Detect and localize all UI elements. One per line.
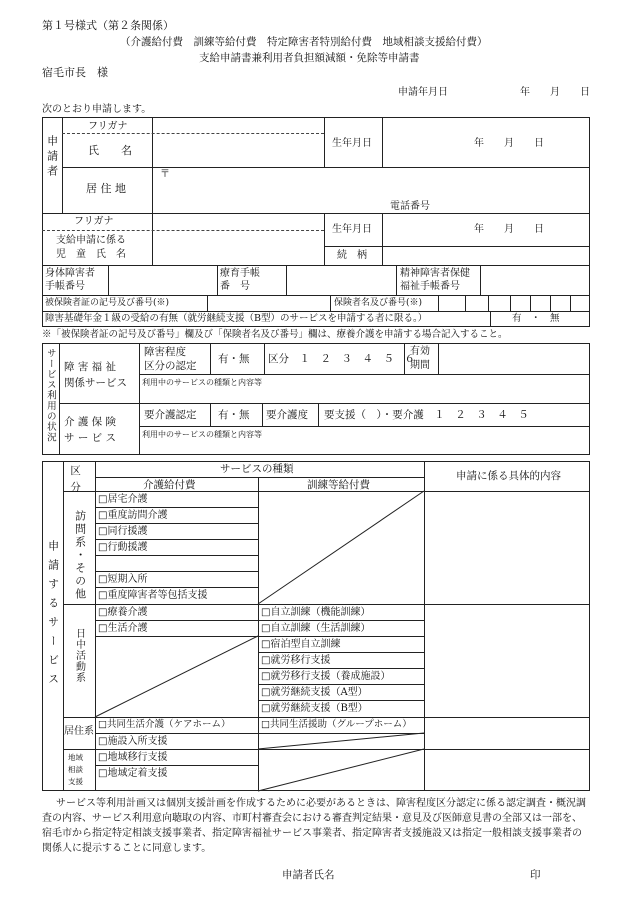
form-number: 第１号様式（第２条関係）	[42, 19, 174, 32]
applicant-side-label: 申請者	[45, 135, 59, 180]
res-kaigo-item[interactable]: □共同生活介護（ケアホーム）	[98, 719, 231, 730]
welfare-using-label: 利用中のサービスの種類と内容等	[142, 378, 262, 387]
form-subtitle: （介護給付費 訓練等給付費 特定障害者特別給付費 地域相談支援給付費）	[120, 36, 488, 48]
furigana-label: フリガナ	[88, 121, 128, 132]
chiiki-label-3: 支援	[68, 777, 83, 786]
pension-label: 障害基礎年金１級の受給の有無（就労継続支援（B型）のサービスを申請する者に限る。）	[45, 313, 428, 324]
visit-item[interactable]: □短期入所	[98, 574, 148, 585]
care-using-label: 利用中のサービスの種類と内容等	[142, 430, 262, 439]
day-kunren-item[interactable]: □宿泊型自立訓練	[261, 639, 341, 650]
phone-label: 電話番号	[390, 201, 430, 212]
mental-cert-label-2: 福祉手帳番号	[400, 281, 460, 292]
signature-label: 申請者氏名	[282, 869, 335, 881]
day-kunren-item[interactable]: □自立訓練（機能訓練）	[261, 607, 371, 618]
ryoiku-cert-label-1: 療育手帳	[220, 268, 260, 279]
services-side-label: 申請するサービス	[46, 540, 60, 692]
residence-category-label: 居住系	[64, 726, 94, 737]
cert-label-1: 障害程度	[144, 346, 186, 358]
visit-item[interactable]: □居宅介護	[98, 494, 148, 505]
care-label-1: 介 護 保 険	[64, 416, 117, 428]
care-cert-label: 要介護認定	[144, 409, 197, 421]
day-kaigo-item[interactable]: □療養介護	[98, 607, 148, 618]
physical-cert-label-2: 手帳番号	[45, 281, 85, 292]
care-yes-no: 有・無	[218, 409, 250, 421]
day-category-label: 日中活動系	[73, 628, 85, 683]
day-kunren-item[interactable]: □就労継続支援（B型）	[261, 703, 368, 714]
physical-cert-label-1: 身体障害者	[45, 268, 95, 279]
date-label: 申請年月日	[398, 87, 448, 98]
addressee: 宿毛市長 様	[42, 66, 108, 79]
ryoiku-cert-label-2: 番 号	[220, 281, 250, 292]
kubun-scale: 区分 １ ２ ３ ４ ５ ６	[268, 353, 415, 365]
visit-item[interactable]: □同行援護	[98, 526, 148, 537]
insured-number-label: 被保険者証の記号及び番号(※)	[45, 298, 170, 308]
consent-paragraph: サービス等利用計画又は個別支援計画を作成するために必要があるときは、障害程度区分認定に係る認定調査・概況調査の内容、サービス利用意向聴取の内容、市町村審査会における審査判定結果・意見及び医師意見書の全部又は一部を、宿毛市から指定特定相談支援事業者、指定障害福祉サービス事業者、指定障害者支援施設又は指定一般相談支援事業者の関係人に提示することに同意します。	[42, 798, 586, 854]
date-units: 年 月 日	[520, 87, 590, 98]
insurer-label: 保険者名及び番号(※)	[334, 298, 423, 308]
day-kunren-item[interactable]: □就労継続支援（A型）	[261, 687, 368, 698]
valid-period-1: 有効	[410, 346, 430, 357]
usage-side-label: サービス利用の状況	[44, 348, 56, 443]
mental-cert-label-1: 精神障害者保健	[400, 268, 470, 279]
detail-header: 申請に係る具体的内容	[456, 470, 561, 482]
care-level-scale: 要支援（ ）・要介護 １ ２ ３ ４ ５	[324, 409, 529, 421]
res-kaigo-item[interactable]: □施設入所支援	[98, 736, 168, 747]
visit-category-label: 訪問系・その他	[73, 510, 87, 601]
chiiki-item[interactable]: □地域移行支援	[98, 752, 168, 763]
pension-option: 有 ・ 無	[512, 313, 560, 324]
visit-item[interactable]: □重度訪問介護	[98, 510, 168, 521]
day-kunren-item[interactable]: □就労移行支援	[261, 655, 331, 666]
form-title: 支給申請書兼利用者負担額減額・免除等申請書	[199, 52, 420, 64]
res-kunren-item[interactable]: □共同生活援助（グループホーム）	[261, 719, 412, 730]
welfare-label-1: 障 害 福 祉	[64, 361, 117, 373]
insurance-note: ※「被保険者証の記号及び番号」欄及び「保険者名及び番号」欄は、療養介護を申請する場合記入すること。	[42, 329, 508, 340]
care-label-2: サ ー ビ ス	[64, 432, 117, 444]
kunren-header: 訓練等給付費	[307, 479, 370, 491]
chiiki-item[interactable]: □地域定着支援	[98, 768, 168, 779]
welfare-label-2: 関係サービス	[64, 377, 127, 389]
child-birth-label: 生年月日	[332, 224, 372, 235]
child-birth-units: 年 月 日	[474, 224, 544, 235]
chiiki-label-1: 地域	[68, 753, 83, 762]
types-header: サービスの種類	[220, 463, 294, 475]
kubun-header: 区分	[69, 465, 82, 498]
day-kunren-item[interactable]: □就労移行支援（養成施設）	[261, 671, 391, 682]
chiiki-label-2: 相談	[68, 765, 83, 774]
relation-label: 続 柄	[337, 250, 367, 261]
birthdate-units: 年 月 日	[474, 138, 544, 149]
day-kunren-item[interactable]: □自立訓練（生活訓練）	[261, 623, 371, 634]
valid-period-2: 期間	[410, 360, 430, 371]
child-furigana-label: フリガナ	[74, 216, 114, 227]
birthdate-label: 生年月日	[332, 138, 372, 149]
cert-yes-no: 有・無	[218, 353, 250, 365]
postal-mark: 〒	[160, 169, 170, 180]
intro-text: 次のとおり申請します。	[42, 104, 152, 115]
name-label: 氏 名	[88, 144, 132, 157]
address-label: 居 住 地	[86, 182, 126, 195]
day-kaigo-item[interactable]: □生活介護	[98, 623, 148, 634]
child-name-label-2: 児 童 氏 名	[56, 249, 126, 260]
care-level-label: 要介護度	[266, 409, 308, 421]
kaigo-header: 介護給付費	[143, 479, 196, 491]
visit-item[interactable]: □重度障害者等包括支援	[98, 590, 208, 601]
visit-item[interactable]: □行動援護	[98, 542, 148, 553]
seal-mark: 印	[530, 869, 541, 881]
cert-label-2: 区分の認定	[144, 360, 197, 372]
child-name-label-1: 支給申請に係る	[56, 235, 126, 246]
